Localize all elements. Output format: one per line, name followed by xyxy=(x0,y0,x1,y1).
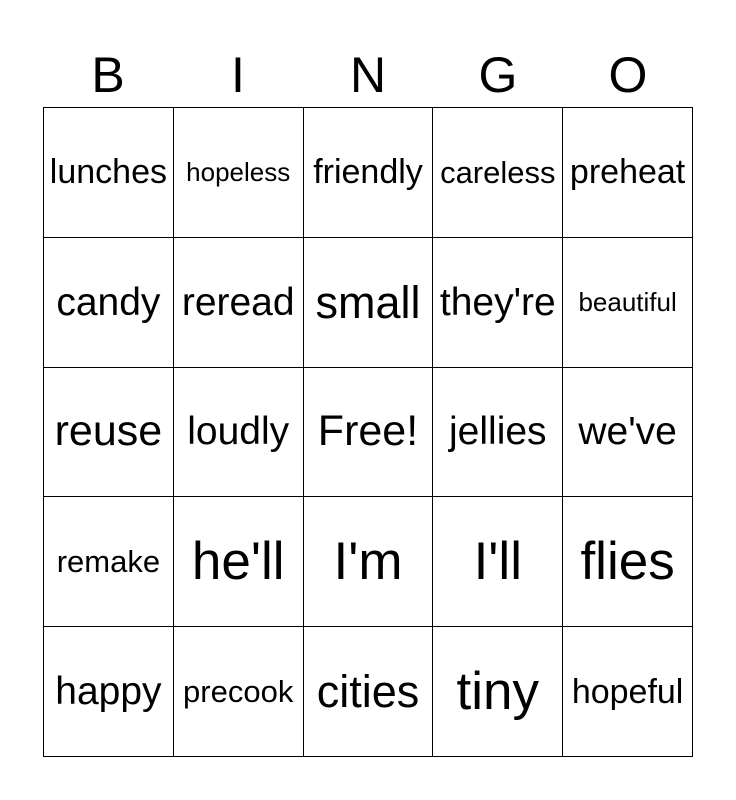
cell-word: I'll xyxy=(473,532,522,592)
cell-word: hopeful xyxy=(571,672,684,711)
header-letter-i: I xyxy=(231,47,245,103)
cell-word: preheat xyxy=(569,153,686,192)
bingo-cell[interactable] xyxy=(44,497,174,627)
cell-word: small xyxy=(315,276,421,328)
bingo-cell[interactable] xyxy=(174,368,304,498)
bingo-cell[interactable] xyxy=(433,368,563,498)
free-space-label: Free! xyxy=(317,407,419,456)
cell-word: precook xyxy=(183,674,294,710)
cell-word: happy xyxy=(55,670,162,714)
bingo-card-grid xyxy=(43,107,693,757)
cell-word: we've xyxy=(578,410,677,454)
bingo-cell[interactable] xyxy=(563,627,693,757)
bingo-cell[interactable] xyxy=(304,497,434,627)
bingo-cell[interactable] xyxy=(44,368,174,498)
bingo-cell[interactable] xyxy=(563,368,693,498)
cell-word: flies xyxy=(580,532,675,592)
bingo-cell[interactable] xyxy=(44,238,174,368)
bingo-cell[interactable] xyxy=(433,108,563,238)
cell-word: I'm xyxy=(333,532,403,592)
bingo-cell[interactable] xyxy=(433,497,563,627)
bingo-cell[interactable] xyxy=(174,627,304,757)
bingo-cell[interactable] xyxy=(563,108,693,238)
cell-word: beautiful xyxy=(578,287,677,318)
header-letter-n: N xyxy=(349,47,387,103)
bingo-cell[interactable] xyxy=(433,238,563,368)
bingo-cell[interactable] xyxy=(174,497,304,627)
bingo-cell[interactable] xyxy=(304,627,434,757)
bingo-cell[interactable] xyxy=(304,238,434,368)
bingo-cell[interactable] xyxy=(563,497,693,627)
free-space-cell[interactable] xyxy=(304,368,434,498)
bingo-cell[interactable] xyxy=(174,108,304,238)
header-letter-g: G xyxy=(478,47,518,103)
bingo-header xyxy=(43,44,693,106)
bingo-cell[interactable] xyxy=(44,108,174,238)
cell-word: loudly xyxy=(187,410,290,454)
cell-word: hopeless xyxy=(186,157,291,188)
header-letter-o: O xyxy=(608,47,648,103)
header-letter-b: B xyxy=(91,47,125,103)
cell-word: cities xyxy=(316,666,420,718)
cell-word: they're xyxy=(439,280,556,324)
bingo-cell[interactable] xyxy=(304,108,434,238)
bingo-cell[interactable] xyxy=(433,627,563,757)
cell-word: candy xyxy=(56,280,161,324)
cell-word: lunches xyxy=(49,153,167,192)
cell-word: reread xyxy=(181,280,295,324)
bingo-cell[interactable] xyxy=(174,238,304,368)
cell-word: friendly xyxy=(313,153,423,192)
cell-word: remake xyxy=(56,544,161,580)
cell-word: reuse xyxy=(54,407,163,456)
cell-word: jellies xyxy=(449,410,547,454)
bingo-cell[interactable] xyxy=(563,238,693,368)
bingo-cell[interactable] xyxy=(44,627,174,757)
cell-word: he'll xyxy=(191,532,285,592)
cell-word: tiny xyxy=(456,662,540,722)
cell-word: careless xyxy=(440,154,556,190)
